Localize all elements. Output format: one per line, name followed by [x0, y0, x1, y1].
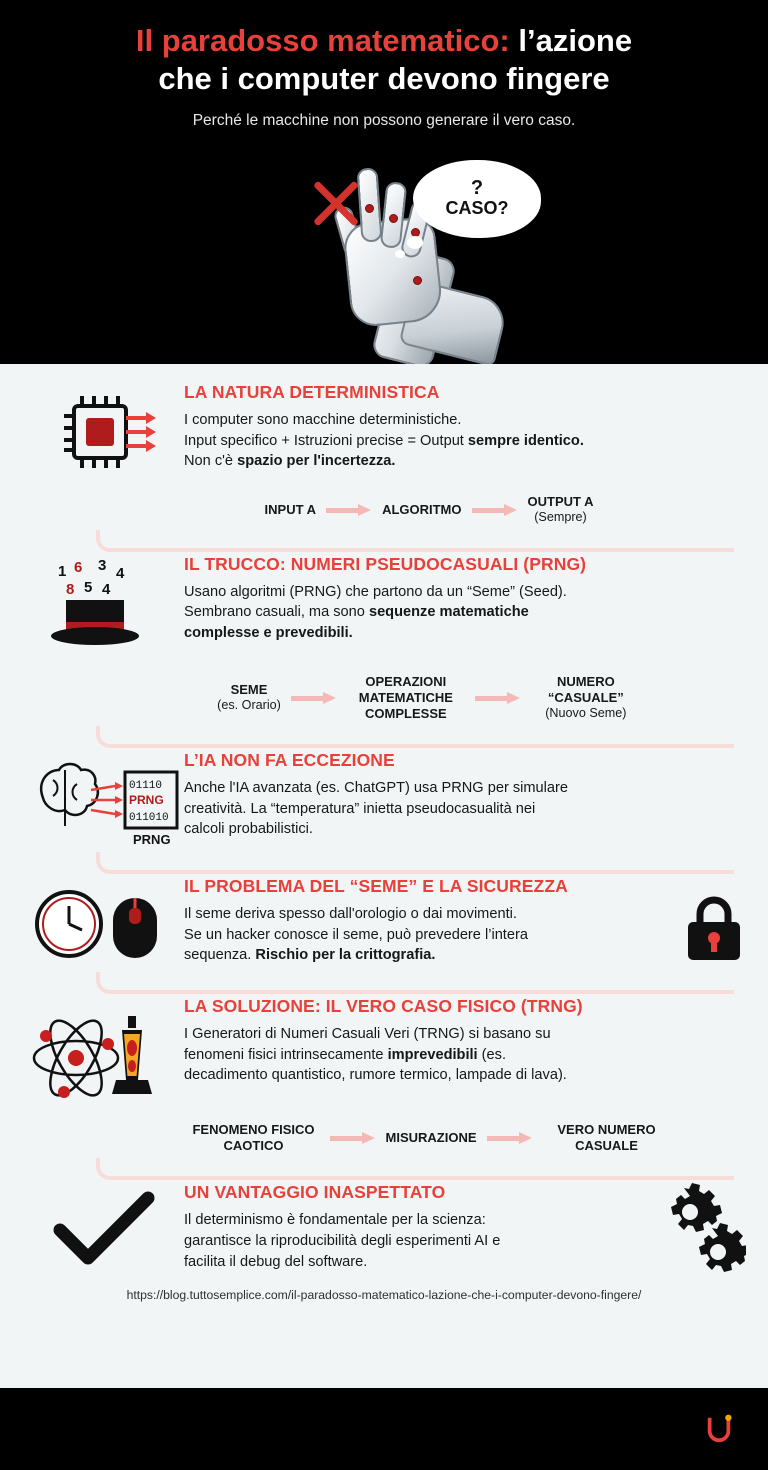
- section-3-icon-col: [24, 750, 184, 848]
- section-5-line-1: I Generatori di Numeri Casuali Veri (TRNG) si basano su: [184, 1026, 551, 1043]
- section-1-title: LA NATURA DETERMINISTICA: [184, 382, 440, 402]
- section-seed-security: [0, 876, 768, 968]
- section-3-line-1: Anche l'IA avanzata (es. ChatGPT) usa PRNG per simulare: [184, 780, 569, 797]
- section-5-icon-col: [24, 996, 184, 1112]
- brain-binary-prng-icon: [29, 756, 179, 848]
- section-1-text: [184, 382, 744, 484]
- checkmark-icon: [44, 1188, 164, 1274]
- brand-logo-icon: [704, 1414, 734, 1444]
- atom-lava-lamp-icon: [24, 1002, 184, 1112]
- svg-text:6: 6: [74, 559, 83, 576]
- section-5-body: [184, 1024, 738, 1086]
- page-title: [0, 22, 768, 98]
- flow-node-misurazione: [386, 1130, 477, 1146]
- svg-text:4: 4: [116, 564, 125, 582]
- flow-node-operazioni-label: OPERAZIONI MATEMATICHE COMPLESSE: [358, 673, 453, 721]
- padlock-icon: [676, 892, 756, 962]
- section-2-icon-col: [24, 554, 184, 664]
- section-connector: [96, 1158, 734, 1180]
- bubble-label: CASO?: [445, 198, 509, 219]
- title-rest: l’azione: [509, 23, 633, 58]
- cpu-chip-icon: [48, 388, 160, 484]
- page-subtitle: Perché le macchine non possono generare il vero caso.: [192, 111, 576, 129]
- section-prng-trick: [0, 554, 768, 664]
- section-2-title: IL TRUCCO: NUMERI PSEUDOCASUALI (PRNG): [184, 553, 587, 574]
- robot-joint-2: [389, 214, 398, 223]
- flow-node-seme-label: SEME: [230, 682, 268, 698]
- flow-node-fenomeno-label: FENOMENO FISICO CAOTICO: [192, 1122, 315, 1154]
- section-2-line-2b: sequenze matematiche: [368, 604, 529, 621]
- flow-node-fenomeno: [188, 1122, 320, 1154]
- robot-joint-4: [413, 276, 422, 285]
- flow-node-numero-casuale-sub: (Nuovo Seme): [545, 706, 627, 721]
- section-connector: [96, 972, 734, 994]
- flow-node-misurazione-label: MISURAZIONE: [385, 1130, 477, 1146]
- flow-node-output-a-label: OUTPUT A: [527, 494, 594, 509]
- svg-text:1: 1: [58, 562, 67, 580]
- section-connector: [96, 726, 734, 748]
- red-cross-icon: [307, 174, 365, 232]
- section-3-text: [184, 750, 744, 848]
- flow-node-operazioni: [347, 674, 465, 722]
- section-6-line-3: facilita il debug del software.: [184, 1253, 368, 1270]
- flow-node-vero-numero: [543, 1122, 671, 1154]
- section-4-line-3a: sequenza.: [184, 947, 256, 964]
- svg-text:8: 8: [66, 580, 75, 598]
- section-ai-no-exception: [0, 750, 768, 848]
- svg-text:5: 5: [84, 578, 93, 596]
- section-5-line-2a: fenomeni fisici intrinsecamente: [184, 1046, 388, 1063]
- hero-illustration: [0, 150, 768, 364]
- section-3-line-2: creatività. La “temperatura” inietta pseudocasualità nei: [184, 800, 536, 817]
- section-1-body: [184, 410, 738, 472]
- gears-icon: [646, 1182, 746, 1274]
- flow-node-numero-casuale: [531, 674, 641, 722]
- flow-arrow-icon: [487, 1132, 533, 1144]
- flow-node-seme-sub: (es. Orario): [217, 698, 281, 713]
- section-2-line-1: Usano algoritmi (PRNG) che partono da un “Seme” (Seed).: [184, 583, 567, 600]
- section-3-line-3: calcoli probabilistici.: [184, 821, 313, 838]
- section-6-line-2: garantisce la riproducibilità degli esperimenti AI e: [184, 1232, 501, 1249]
- section-4-line-3b: Rischio per la crittografia.: [255, 947, 436, 964]
- section-4-line-2: Se un hacker conosce il seme, può prevedere l’intera: [184, 926, 528, 943]
- magic-hat-numbers-icon: [44, 560, 164, 664]
- flow-node-seme: [217, 682, 281, 714]
- section-deterministic-nature: [0, 382, 768, 484]
- svg-text:PRNG: PRNG: [129, 793, 164, 808]
- section-4-line-1: Il seme deriva spesso dall'orologio o dai movimenti.: [184, 906, 517, 923]
- svg-text:3: 3: [98, 559, 107, 574]
- svg-text:011010: 011010: [129, 812, 169, 825]
- section-1-line-1: I computer sono macchine deterministiche.: [184, 412, 462, 428]
- section-2-text: [184, 554, 744, 664]
- svg-text:4: 4: [102, 580, 111, 598]
- section-5-text: [184, 996, 744, 1112]
- section-1-icon-col: [24, 382, 184, 484]
- flow-arrow-icon: [330, 1132, 376, 1144]
- section-6-title: UN VANTAGGIO INASPETTATO: [184, 1182, 446, 1203]
- flow-node-output-a-sub: (Sempre): [534, 510, 587, 525]
- svg-text:01110: 01110: [129, 780, 163, 793]
- section-2-body: [184, 582, 738, 644]
- flow-arrow-icon: [475, 692, 521, 704]
- section-4-icon-col: [24, 876, 184, 968]
- section-1-line-2b: sempre identico.: [467, 432, 584, 449]
- section-6-line-1: Il determinismo è fondamentale per la scienza:: [184, 1212, 486, 1229]
- flow-node-output-a: [528, 494, 594, 526]
- bubble-question-mark: ?: [470, 177, 484, 200]
- section-connector: [96, 852, 734, 874]
- flow-node-algoritmo: [382, 502, 461, 518]
- thought-bubble-dot-large: [407, 236, 423, 249]
- flow-arrow-icon: [472, 504, 518, 516]
- section-connector: [96, 530, 734, 552]
- section-5-line-2c: (es.: [477, 1046, 507, 1063]
- section-1-line-3b: spazio per l'incertezza.: [237, 453, 396, 470]
- section-6-icon-col: [24, 1182, 184, 1274]
- flow-node-vero-numero-label: VERO NUMERO CASUALE: [557, 1122, 656, 1154]
- section-1-line-2a: Input specifico + Istruzioni precise = Output: [184, 432, 468, 449]
- flow-arrow-icon: [291, 692, 337, 704]
- robot-hand-icon: [295, 160, 535, 360]
- section-4-body: [184, 904, 738, 966]
- section-3-body: [184, 778, 738, 840]
- flow-node-numero-casuale-label: NUMERO “CASUALE”: [547, 673, 624, 706]
- section-3-title: L’IA NON FA ECCEZIONE: [184, 750, 395, 771]
- flow-node-algoritmo-label: ALGORITMO: [382, 501, 462, 517]
- section-1-line-3a: Non c'è: [184, 453, 238, 470]
- clock-mouse-lock-icon: [29, 882, 179, 968]
- flow-deterministic: [120, 494, 768, 526]
- section-2-line-3b: complesse e prevedibili.: [184, 625, 353, 642]
- robot-joint-1: [365, 204, 374, 213]
- flow-node-input-a: [265, 502, 317, 518]
- thought-bubble-dot-small: [395, 250, 405, 258]
- section-trng-solution: [0, 996, 768, 1112]
- section-unexpected-advantage: [0, 1182, 768, 1274]
- section-4-text: [184, 876, 744, 968]
- flow-arrow-icon: [326, 504, 372, 516]
- section-2-line-2a: Sembrano casuali, ma sono: [184, 604, 369, 621]
- flow-prng: [120, 674, 768, 722]
- section-4-title: IL PROBLEMA DEL “SEME” E LA SICUREZZA: [184, 876, 568, 897]
- section-5-title: LA SOLUZIONE: IL VERO CASO FISICO (TRNG): [184, 996, 583, 1017]
- content-body: [0, 364, 768, 1316]
- header: [0, 0, 768, 364]
- section-5-line-2b: imprevedibili: [387, 1046, 478, 1063]
- flow-trng: [120, 1122, 768, 1154]
- thought-bubble: [413, 160, 541, 238]
- title-accent: Il paradosso matematico:: [135, 23, 510, 58]
- source-url[interactable]: https://blog.tuttosemplice.com/il-paradosso-matematico-lazione-che-i-computer-devono-fingere/: [126, 1288, 642, 1303]
- section-5-line-3: decadimento quantistico, rumore termico, lampade di lava).: [184, 1067, 567, 1084]
- prng-caption: PRNG: [133, 832, 171, 848]
- flow-node-input-a-label: INPUT A: [264, 501, 317, 517]
- title-line-2: che i computer devono fingere: [158, 60, 610, 96]
- footer-bar: [0, 1388, 768, 1470]
